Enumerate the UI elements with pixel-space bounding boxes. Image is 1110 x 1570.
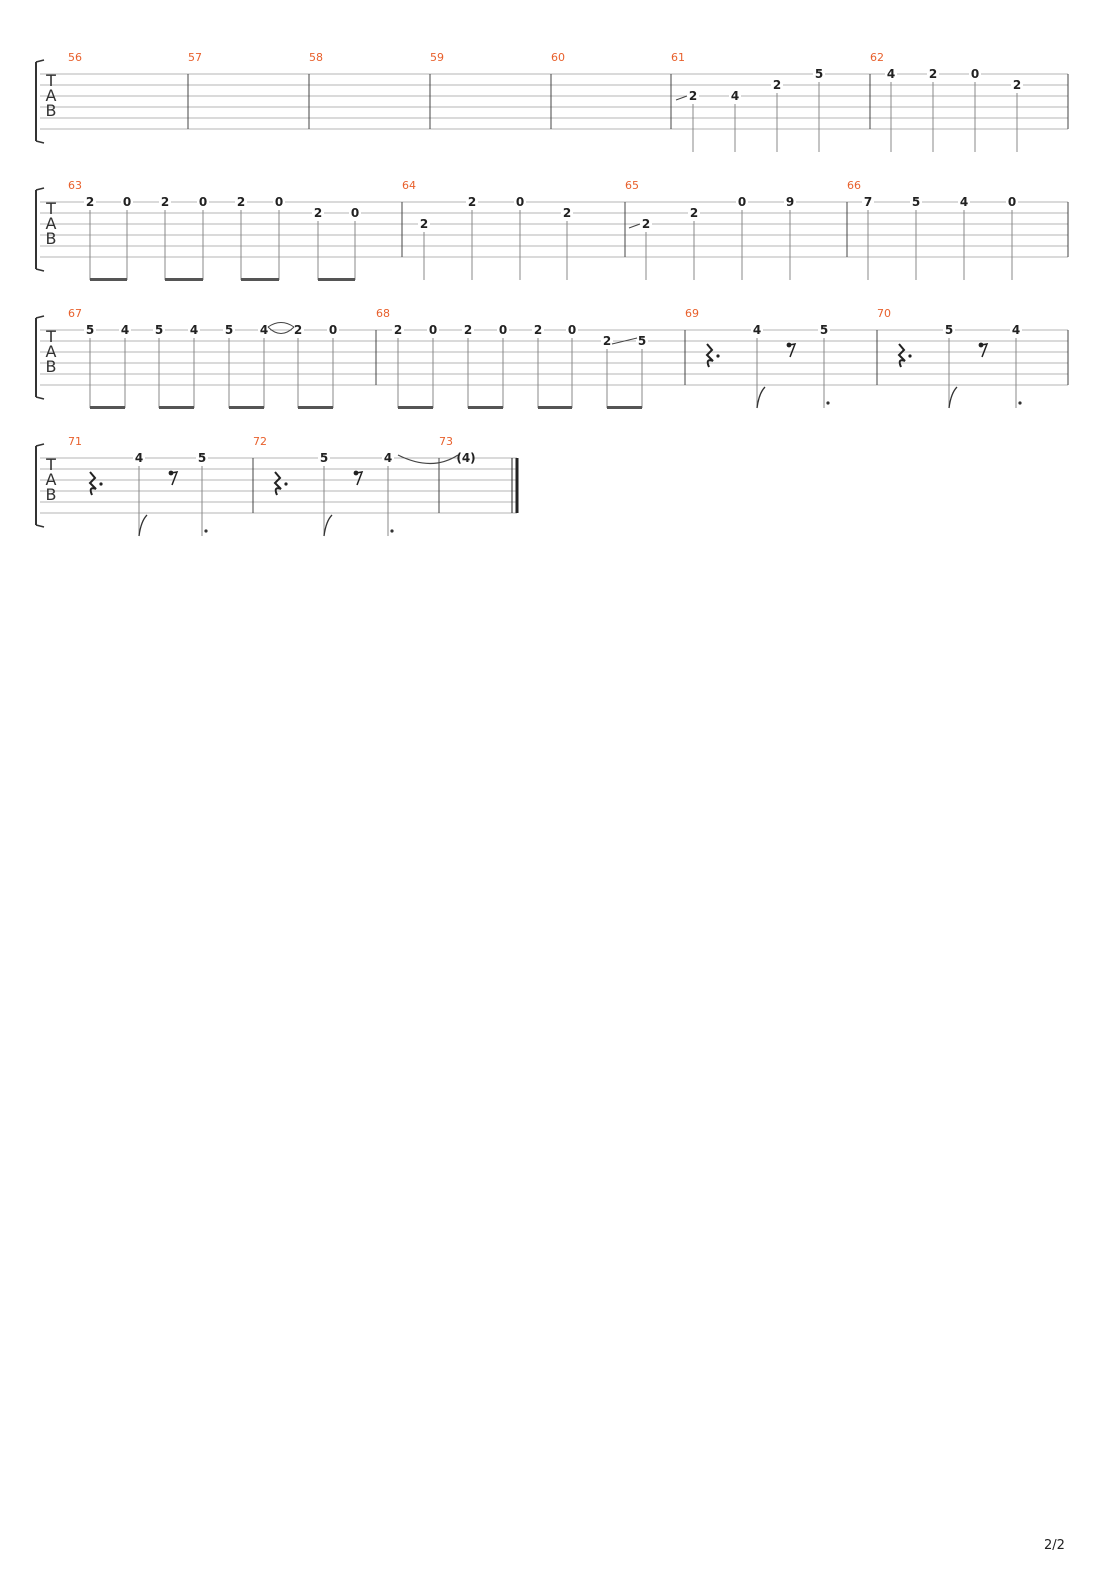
duration-dot xyxy=(1018,401,1021,404)
fret-number: 5 xyxy=(224,323,234,337)
bar-number: 57 xyxy=(188,51,202,64)
tie-arc xyxy=(398,455,458,464)
fret-number: 5 xyxy=(197,451,207,465)
bracket-top-hook xyxy=(36,444,44,446)
fret-number: 2 xyxy=(562,206,572,220)
bar-number: 70 xyxy=(877,307,891,320)
fret-number: 0 xyxy=(737,195,747,209)
tab-clef-letter: T xyxy=(46,455,56,474)
fret-number: 5 xyxy=(319,451,329,465)
fret-number: 4 xyxy=(1011,323,1021,337)
fret-number: 2 xyxy=(293,323,303,337)
tab-clef-letter: B xyxy=(45,101,57,120)
duration-dot xyxy=(390,529,393,532)
tab-clef-letter: T xyxy=(46,327,56,346)
fret-number: 5 xyxy=(819,323,829,337)
fret-number: 4 xyxy=(189,323,199,337)
beam xyxy=(538,406,572,409)
beam xyxy=(398,406,433,409)
quarter-rest xyxy=(899,344,905,367)
fret-number: 0 xyxy=(498,323,508,337)
hammer-slur-top xyxy=(268,323,294,328)
fret-number: 2 xyxy=(1012,78,1022,92)
tab-clef-letter: T xyxy=(46,71,56,90)
fret-number: 2 xyxy=(160,195,170,209)
fret-number: 4 xyxy=(752,323,762,337)
bar-number: 56 xyxy=(68,51,82,64)
fret-number: 4 xyxy=(959,195,969,209)
bracket-bottom-hook xyxy=(36,141,44,143)
bracket-top-hook xyxy=(36,316,44,318)
tab-clef-letter: A xyxy=(45,342,57,361)
tab-clef-letter: B xyxy=(45,357,57,376)
eighth-flag xyxy=(949,387,957,408)
quarter-rest xyxy=(275,472,281,495)
beam xyxy=(607,406,642,409)
beam xyxy=(90,406,125,409)
fret-number: 0 xyxy=(122,195,132,209)
fret-number: 0 xyxy=(328,323,338,337)
slide-mark xyxy=(629,224,640,228)
tab-clef-letter: B xyxy=(45,485,57,504)
bar-number: 71 xyxy=(68,435,82,448)
fret-number: 0 xyxy=(198,195,208,209)
rest-dot xyxy=(716,354,719,357)
tab-clef-letter: A xyxy=(45,86,57,105)
duration-dot xyxy=(204,529,207,532)
eighth-flag xyxy=(757,387,765,408)
fret-number: 2 xyxy=(602,334,612,348)
fret-number: 5 xyxy=(911,195,921,209)
bar-number: 58 xyxy=(309,51,323,64)
eighth-flag xyxy=(324,515,332,536)
fret-number: 2 xyxy=(533,323,543,337)
fret-number: 4 xyxy=(259,323,269,337)
bar-number: 73 xyxy=(439,435,453,448)
bar-number: 63 xyxy=(68,179,82,192)
fret-number: 2 xyxy=(688,89,698,103)
bar-number: 64 xyxy=(402,179,416,192)
bar-number: 59 xyxy=(430,51,444,64)
beam xyxy=(468,406,503,409)
fret-number: 2 xyxy=(463,323,473,337)
tab-clef-letter: T xyxy=(46,199,56,218)
fret-number: 2 xyxy=(419,217,429,231)
fret-number: 0 xyxy=(970,67,980,81)
fret-number: 2 xyxy=(313,206,323,220)
bracket-bottom-hook xyxy=(36,397,44,399)
fret-number: 0 xyxy=(1007,195,1017,209)
bar-number: 62 xyxy=(870,51,884,64)
quarter-rest xyxy=(707,344,713,367)
bracket-bottom-hook xyxy=(36,525,44,527)
fret-number: 0 xyxy=(350,206,360,220)
beam xyxy=(229,406,264,409)
fret-number: 2 xyxy=(641,217,651,231)
fret-number: 9 xyxy=(785,195,795,209)
fret-number: (4) xyxy=(456,451,476,465)
bar-number: 65 xyxy=(625,179,639,192)
tab-clef-letter: A xyxy=(45,470,57,489)
bar-number: 60 xyxy=(551,51,565,64)
fret-number: 4 xyxy=(134,451,144,465)
rest-dot xyxy=(908,354,911,357)
bracket-top-hook xyxy=(36,60,44,62)
fret-number: 5 xyxy=(944,323,954,337)
fret-number: 2 xyxy=(236,195,246,209)
fret-number: 2 xyxy=(467,195,477,209)
page-number: 2/2 xyxy=(1044,1538,1065,1553)
fret-number: 4 xyxy=(886,67,896,81)
bar-number: 72 xyxy=(253,435,267,448)
fret-number: 2 xyxy=(85,195,95,209)
fret-number: 4 xyxy=(730,89,740,103)
fret-number: 4 xyxy=(383,451,393,465)
fret-number: 2 xyxy=(772,78,782,92)
beam xyxy=(298,406,333,409)
tab-clef-letter: B xyxy=(45,229,57,248)
fret-number: 2 xyxy=(689,206,699,220)
bar-number: 68 xyxy=(376,307,390,320)
fret-number: 0 xyxy=(428,323,438,337)
bar-number: 66 xyxy=(847,179,861,192)
fret-number: 2 xyxy=(928,67,938,81)
fret-number: 5 xyxy=(814,67,824,81)
fret-number: 0 xyxy=(274,195,284,209)
rest-dot xyxy=(284,482,287,485)
beam xyxy=(159,406,194,409)
beam xyxy=(241,278,279,281)
fret-number: 4 xyxy=(120,323,130,337)
bracket-bottom-hook xyxy=(36,269,44,271)
fret-number: 7 xyxy=(863,195,873,209)
fret-number: 5 xyxy=(85,323,95,337)
fret-number: 2 xyxy=(393,323,403,337)
duration-dot xyxy=(826,401,829,404)
fret-number: 5 xyxy=(637,334,647,348)
quarter-rest xyxy=(90,472,96,495)
tab-clef-letter: A xyxy=(45,214,57,233)
bar-number: 67 xyxy=(68,307,82,320)
rest-dot xyxy=(99,482,102,485)
fret-number: 0 xyxy=(515,195,525,209)
slide-mark xyxy=(676,96,687,100)
beam xyxy=(318,278,355,281)
beam xyxy=(165,278,203,281)
beam xyxy=(90,278,127,281)
fret-number: 0 xyxy=(567,323,577,337)
bar-number: 69 xyxy=(685,307,699,320)
bracket-top-hook xyxy=(36,188,44,190)
bar-number: 61 xyxy=(671,51,685,64)
eighth-flag xyxy=(139,515,147,536)
fret-number: 5 xyxy=(154,323,164,337)
